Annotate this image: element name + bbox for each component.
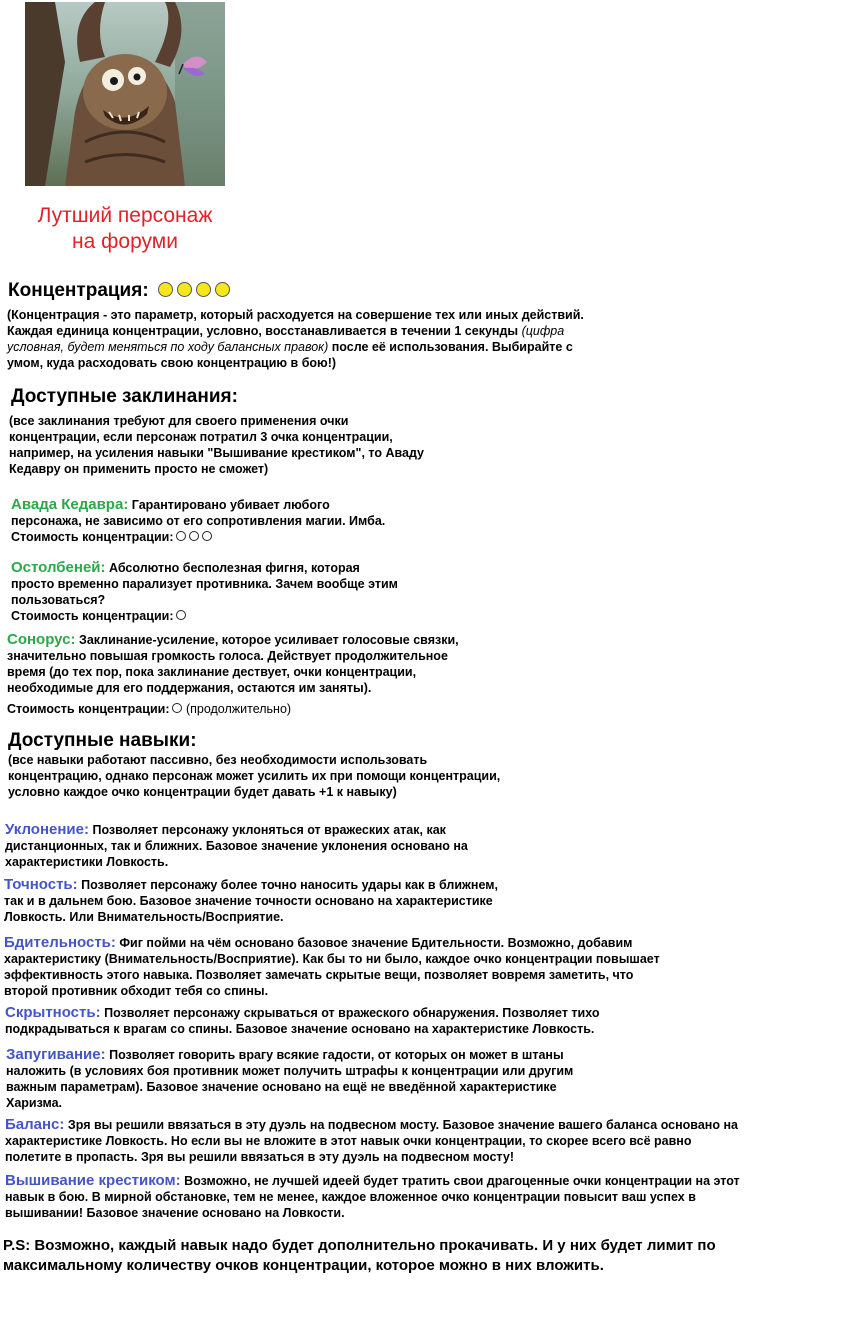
concentration-cost-icon	[189, 531, 199, 541]
spell-name: Сонорус:	[7, 631, 76, 648]
skill-first-line	[5, 822, 468, 838]
skill-description-line: характеристику (Внимательность/Восприятие). Как бы то ни было, каждое очко концентрации повышает	[4, 952, 660, 966]
skill-name: Точность:	[4, 876, 78, 893]
skill-description: Позволяет говорить врагу всякие гадости, от которых он может в штаны	[109, 1048, 564, 1062]
skill-first-line	[5, 1117, 738, 1133]
skill-description-line: второй противник обходит тебя со спины.	[4, 984, 269, 998]
skill-description-line: характеристики Ловкость.	[5, 855, 169, 869]
concentration-desc-line: умом, куда расходовать свою концентрацию в бою!)	[7, 356, 337, 370]
skill-first-line	[4, 935, 660, 951]
spell-description: Гарантировано убивает любого	[131, 498, 330, 512]
spells-intro	[9, 413, 424, 477]
spell-name: Остолбеней:	[11, 559, 106, 576]
skill-name: Вышивание крестиком:	[5, 1172, 181, 1189]
skills-heading: Доступные навыки:	[8, 730, 197, 751]
character-portrait-image	[25, 2, 225, 186]
concentration-cost-icon	[176, 610, 186, 620]
concentration-dots	[154, 280, 230, 301]
skill-description-line: Ловкость. Или Внимательность/Восприятие.	[4, 910, 284, 924]
skill-description-line: важным параметрам). Базовое значение основано на ещё не введённой характеристике	[6, 1080, 557, 1094]
skill-name: Бдительность:	[4, 934, 116, 951]
spell-description-line: необходимые для его поддержания, остаются им заняты).	[7, 681, 372, 695]
skill-entry	[6, 1047, 573, 1111]
skill-first-line	[6, 1047, 573, 1063]
spell-cost-label: Стоимость концентрации:	[7, 702, 170, 716]
spells-intro-line: концентрации, если персонаж потратил 3 очка концентрации,	[9, 430, 393, 444]
spell-entry	[11, 497, 385, 545]
spell-description-line: значительно повышая громкость голоса. Действует продолжительное	[7, 649, 448, 663]
skill-name: Баланс:	[5, 1116, 65, 1133]
spell-cost-label: Стоимость концентрации:	[11, 530, 174, 544]
skill-entry	[4, 935, 660, 999]
spell-first-line	[11, 560, 398, 576]
skill-description-line: подкрадываться к врагам со спины. Базовое значение основано на характеристике Ловкость.	[5, 1022, 595, 1036]
spell-cost	[7, 701, 459, 717]
skill-description-line: вышивании! Базовое значение основано на Ловкости.	[5, 1206, 345, 1220]
concentration-cost-icon	[202, 531, 212, 541]
skill-entry	[5, 822, 468, 870]
spells-intro-line: Кедавру он применить просто не сможет)	[9, 462, 269, 476]
portrait-caption	[10, 203, 240, 255]
spell-cost-label: Стоимость концентрации:	[11, 609, 174, 623]
concentration-heading	[8, 280, 230, 302]
concentration-point-icon	[177, 282, 192, 297]
concentration-point-icon	[215, 282, 230, 297]
spell-first-line	[11, 497, 385, 513]
skill-description-line: Харизма.	[6, 1096, 63, 1110]
skill-description: Позволяет персонажу более точно наносить удары как в ближнем,	[81, 878, 498, 892]
skill-description-line: характеристике Ловкость. Но если вы не вложите в этот навык очки концентрации, то скорее всего всё равно	[5, 1134, 692, 1148]
concentration-title: Концентрация:	[8, 280, 149, 301]
skills-intro-line: условно каждое очко концентрации будет давать +1 к навыку)	[8, 785, 397, 799]
skill-name: Запугивание:	[6, 1046, 106, 1063]
skill-entry	[5, 1005, 600, 1037]
concentration-description	[7, 307, 584, 371]
spell-entry	[11, 560, 398, 624]
skill-entry	[5, 1173, 740, 1221]
skill-first-line	[4, 877, 498, 893]
spell-description: Абсолютно бесполезная фигня, которая	[109, 561, 360, 575]
skill-description-line: так и в дальнем бою. Базовое значение точности основано на характеристике	[4, 894, 493, 908]
skill-description-line: навык в бою. В мирной обстановке, тем не менее, каждое вложенное очко концентрации повысит ваш успех в	[5, 1190, 696, 1204]
spell-cost	[11, 529, 385, 545]
concentration-desc-line: (Концентрация - это параметр, который расходуется на совершение тех или иных действий.	[7, 308, 584, 322]
caption-line-2: на форуми	[72, 230, 178, 253]
spell-description-line: пользоваться?	[11, 593, 106, 607]
skill-name: Уклонение:	[5, 821, 89, 838]
skill-description: Зря вы решили ввязаться в эту дуэль на подвесном мосту. Базовое значение вашего баланса основано на	[67, 1118, 738, 1132]
skills-intro-line: (все навыки работают пассивно, без необходимости использовать	[8, 753, 428, 767]
concentration-cost-icon	[172, 703, 182, 713]
skill-first-line	[5, 1173, 740, 1189]
spell-description-line: просто временно парализует противника. Зачем вообще этим	[11, 577, 398, 591]
postscript	[3, 1236, 716, 1276]
spell-first-line	[7, 632, 459, 648]
spell-description-line: персонажа, не зависимо от его сопротивления магии. Имба.	[11, 514, 386, 528]
spells-intro-line: например, на усиления навыки "Вышивание крестиком", то Аваду	[9, 446, 424, 460]
skill-entry	[5, 1117, 738, 1165]
concentration-desc-line: условная, будет меняться по ходу балансных правок) после её использования. Выбирайте с	[7, 340, 573, 354]
skills-intro	[8, 752, 500, 800]
concentration-point-icon	[158, 282, 173, 297]
postscript-line: максимальному количеству очков концентрации, которое можно в них вложить.	[3, 1257, 604, 1274]
skill-description-line: эффективность этого навыка. Позволяет замечать скрытые вещи, позволяет вовремя заметить, что	[4, 968, 634, 982]
character-portrait	[25, 2, 225, 186]
concentration-desc-line: Каждая единица концентрации, условно, восстанавливается в течении 1 секунды (цифра	[7, 324, 565, 338]
spell-cost	[11, 608, 398, 624]
skills-intro-line: концентрацию, однако персонаж может усилить их при помощи концентрации,	[8, 769, 501, 783]
skill-description: Фиг пойми на чём основано базовое значение Бдительности. Возможно, добавим	[119, 936, 633, 950]
skill-description: Позволяет персонажу скрываться от вражеского обнаружения. Позволяет тихо	[104, 1006, 600, 1020]
skill-name: Скрытность:	[5, 1004, 101, 1021]
spells-intro-line: (все заклинания требуют для своего применения очки	[9, 414, 349, 428]
spells-heading: Доступные заклинания:	[11, 386, 238, 407]
skill-description-line: наложить (в условиях боя противник может получить штрафы к концентрации или другим	[6, 1064, 574, 1078]
concentration-point-icon	[196, 282, 211, 297]
skill-entry	[4, 877, 498, 925]
skill-description: Позволяет персонажу уклоняться от вражеских атак, как	[92, 823, 446, 837]
skill-description: Возможно, не лучшей идеей будет тратить свои драгоценные очки концентрации на этот	[184, 1174, 740, 1188]
spell-description: Заклинание-усиление, которое усиливает голосовые связки,	[78, 633, 459, 647]
skill-description-line: полетите в пропасть. Зря вы решили ввязаться в эту дуэль на подвесном мосту!	[5, 1150, 514, 1164]
skill-first-line	[5, 1005, 600, 1021]
spell-description-line: время (до тех пор, пока заклинание дествует, очки концентрации,	[7, 665, 417, 679]
concentration-cost-icon	[176, 531, 186, 541]
spell-entry	[7, 632, 459, 717]
spell-cost-note: (продолжительно)	[182, 702, 292, 716]
skill-description-line: дистанционных, так и ближних. Базовое значение уклонения основано на	[5, 839, 468, 853]
postscript-line: P.S: Возможно, каждый навык надо будет дополнительно прокачивать. И у них будет лимит по	[3, 1237, 716, 1254]
caption-line-1: Лутший персонаж	[37, 204, 213, 227]
spell-name: Авада Кедавра:	[11, 496, 129, 513]
